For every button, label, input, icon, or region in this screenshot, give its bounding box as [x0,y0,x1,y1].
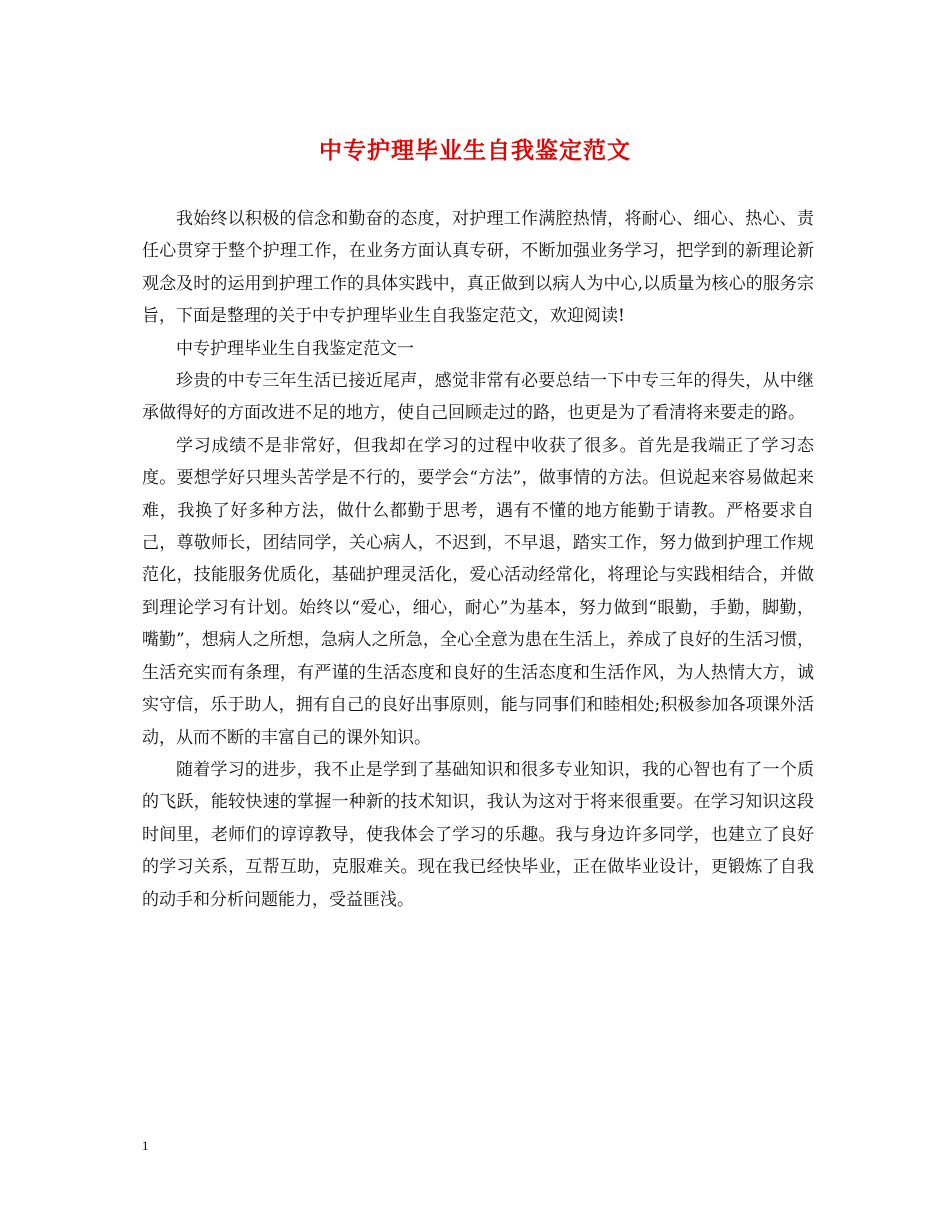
paragraph-intro: 我始终以积极的信念和勤奋的态度，对护理工作满腔热情，将耐心、细心、热心、责任心贯穿于整个护理工作，在业务方面认真专研，不断加强业务学习，把学到的新理论新观念及时的运用到护理工作的具体实践中，真正做到以病人为中心,以质量为核心的服务宗旨，下面是整理的关于中专护理毕业生自我鉴定范文，欢迎阅读! [142,209,814,327]
paragraph: 珍贵的中专三年生活已接近尾声，感觉非常有必要总结一下中专三年的得失，从中继承做得好的方面改进不足的地方，使自己回顾走过的路，也更是为了看清将来要走的路。 [142,371,814,424]
document-body [142,203,814,916]
section-heading: 中专护理毕业生自我鉴定范文一 [176,338,414,359]
paragraph: 随着学习的进步，我不止是学到了基础知识和很多专业知识，我的心智也有了一个质的飞跃，能较快速的掌握一种新的技术知识，我认为这对于将来很重要。在学习知识这段时间里，老师们的谆谆教导，使我体会了学习的乐趣。我与身边许多同学，也建立了良好的学习关系，互帮互助，克服难关。现在我已经快毕业，正在做毕业设计，更锻炼了自我的动手和分析问题能力，受益匪浅。 [142,759,814,910]
page-number: 1 [142,1138,149,1153]
document-title: 中专护理毕业生自我鉴定范文 [319,137,631,164]
paragraph: 学习成绩不是非常好，但我却在学习的过程中收获了很多。首先是我端正了学习态度。要想学好只埋头苦学是不行的，要学会“方法”，做事情的方法。但说起来容易做起来难，我换了好多种方法，做什么都勤于思考，遇有不懂的地方能勤于请教。严格要求自己，尊敬师长，团结同学，关心病人，不迟到，不早退，踏实工作，努力做到护理工作规范化，技能服务优质化，基础护理灵活化，爱心活动经常化，将理论与实践相结合，并做到理论学习有计划。始终以“爱心，细心，耐心”为基本，努力做到“眼勤，手勤，脚勤，嘴勤”，想病人之所想，急病人之所急，全心全意为患在生活上，养成了良好的生活习惯，生活充实而有条理，有严谨的生活态度和良好的生活态度和生活作风，为人热情大方，诚实守信，乐于助人，拥有自己的良好出事原则，能与同事们和睦相处;积极参加各项课外活动，从而不断的丰富自己的课外知识。 [142,435,814,748]
